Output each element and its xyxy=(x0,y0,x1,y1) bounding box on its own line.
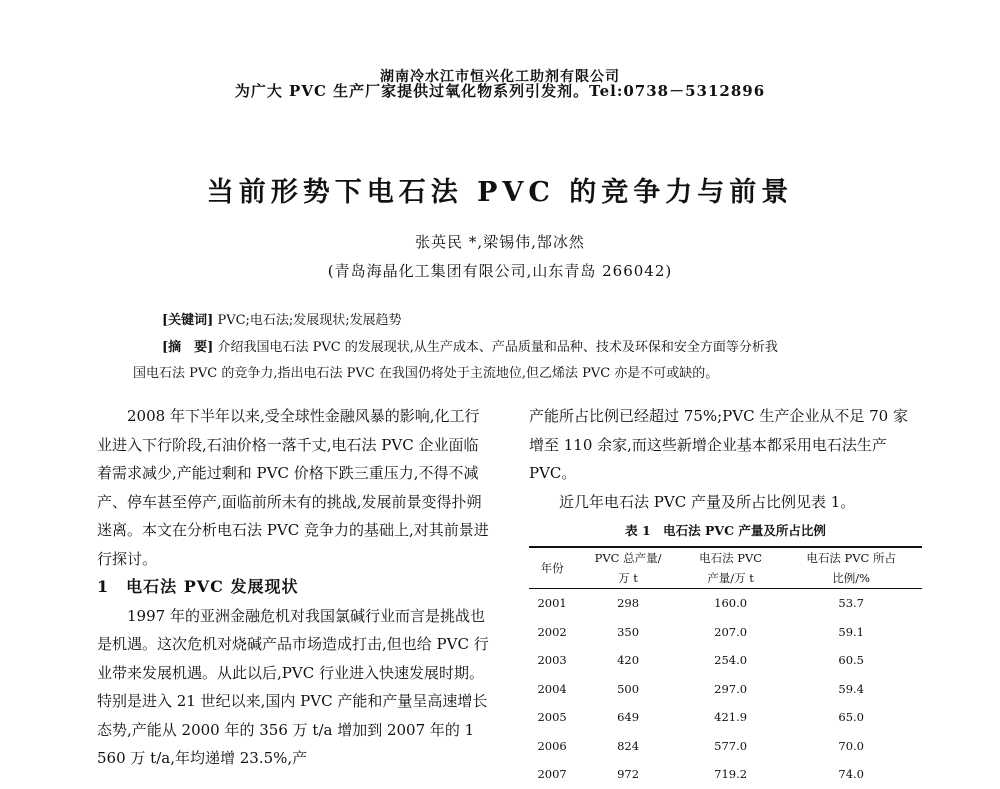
table-row: 2006 824 577.0 70.0 xyxy=(537,738,864,753)
table-row: 2002 350 207.0 59.1 xyxy=(537,624,864,639)
header-ratio: 电石法 PVC 所占 xyxy=(780,547,922,568)
section-1-paragraph: 1997 年的亚洲金融危机对我国氯碱行业而言是挑战也是机遇。这次危机对烧碱产品市场造成打击,但也给 PVC 行业带来发展机遇。从此以后,PVC 行业进入快速发展时期。特别是进入 21 世纪以来,国内 PVC 产能和产量呈高速增长态势,产能从 2000 年的 356 万 t/a 增加到 2007 年的 1 560 万 t/a,年均递增 23.5%,产 xyxy=(97,606,489,767)
table-row: 2003 420 254.0 60.5 xyxy=(537,653,864,667)
abstract-line-1: [摘 要] 介绍我国电石法 PVC 的发展现状,从生产成本、产品质量和品种、技术及环保和安全方面等分析我 xyxy=(162,340,778,355)
section-1-heading: 1 电石法 PVC 发展现状 xyxy=(97,577,299,596)
keywords xyxy=(162,309,402,328)
authors: 张英民 *,梁锡伟,郜冰然 xyxy=(415,233,585,251)
keywords-label: [关键词] xyxy=(162,313,214,328)
header-total: PVC 总产量/ xyxy=(575,547,681,568)
table-row: 2007 972 719.2 74.0 xyxy=(537,767,864,781)
header-calc: 电石法 PVC xyxy=(681,547,781,568)
affiliation: (青岛海晶化工集团有限公司,山东青岛 266042) xyxy=(327,262,673,280)
table-row: 2001 298 160.0 53.7 xyxy=(537,596,864,610)
intro-paragraph: 2008 年下半年以来,受全球性金融风暴的影响,化工行业进入下行阶段,石油价格一落千丈,电石法 PVC 企业面临着需求减少,产能过剩和 PVC 价格下跌三重压力,不得不减产、停车甚至停产,面临前所未有的挑战,发展前景变得扑朔迷离。本文在分析电石法 PVC 竞争力的基础上,对其前景进行探讨。 xyxy=(97,407,489,568)
table-row: 2004 500 297.0 59.4 xyxy=(537,681,864,696)
abstract-label: [摘 要] xyxy=(162,340,214,355)
header-slogan: 为广大 PVC 生产厂家提供过氧化物系列引发剂。Tel:0738－5312896 xyxy=(234,82,766,100)
table-intro: 近几年电石法 PVC 产量及所占比例见表 1。 xyxy=(559,492,856,511)
header-year: 年份 xyxy=(529,547,575,589)
header-calc-unit: 产量/万 t xyxy=(681,568,781,589)
abstract-line-2: 国电石法 PVC 的竞争力,指出电石法 PVC 在我国仍将处于主流地位,但乙烯法 PVC 亦是不可或缺的。 xyxy=(133,366,719,381)
table-row: 2005 649 421.9 65.0 xyxy=(537,710,864,724)
continued-paragraph: 产能所占比例已经超过 75%;PVC 生产企业从不足 70 家增至 110 余家,而这些新增企业基本都采用电石法生产 PVC。 xyxy=(529,407,908,482)
paper-title: 当前形势下电石法 PVC 的竞争力与前景 xyxy=(206,177,794,208)
header-total-unit: 万 t xyxy=(575,568,681,589)
table-caption: 表 1 电石法 PVC 产量及所占比例 xyxy=(625,523,826,538)
abstract xyxy=(133,335,893,387)
header-ratio-unit: 比例/% xyxy=(780,568,922,589)
header-company: 湖南冷水江市恒兴化工助剂有限公司 xyxy=(380,69,620,85)
right-column xyxy=(529,402,922,789)
left-column xyxy=(97,402,493,773)
keywords-text: PVC;电石法;发展现状;发展趋势 xyxy=(217,313,402,328)
pvc-table xyxy=(529,546,922,789)
